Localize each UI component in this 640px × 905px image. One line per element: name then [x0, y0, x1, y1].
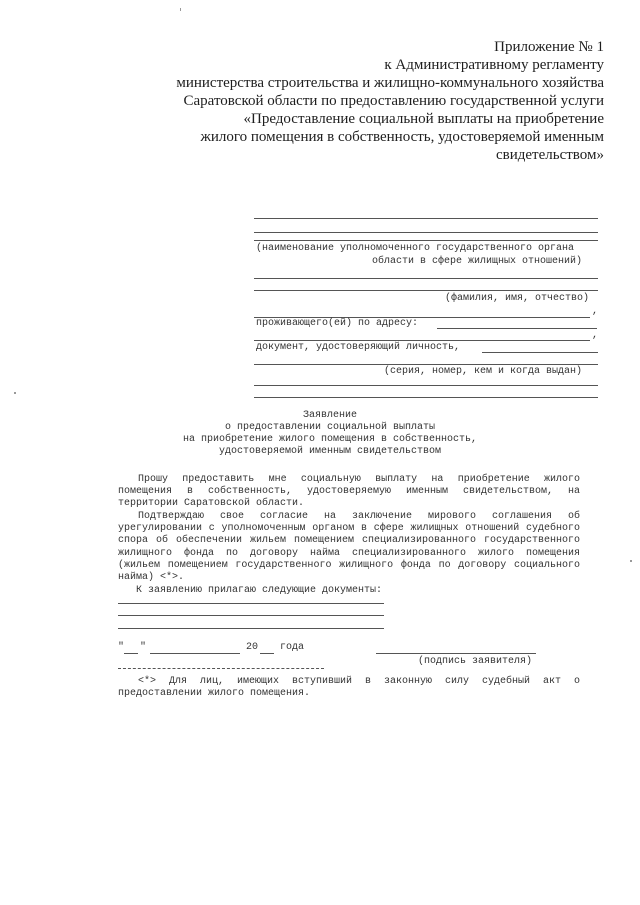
scan-speck [630, 560, 632, 562]
title-line: на приобретение жилого помещения в собственность, [182, 434, 478, 445]
header-line: министерства строительства и жилищно-коммунального хозяйства [176, 75, 604, 91]
comma: , [592, 306, 599, 317]
header-line: Приложение № 1 [494, 39, 604, 55]
document-field-1[interactable] [482, 352, 598, 353]
document-field-4[interactable] [254, 397, 598, 398]
signature-field[interactable] [376, 653, 536, 654]
appendix-header [134, 38, 604, 164]
header-line: свидетельством» [496, 147, 604, 163]
footnote-separator [118, 668, 324, 669]
attachment-line-3[interactable] [118, 628, 384, 629]
request-paragraph: Прошу предоставить мне социальную выплату на приобретение жилого помещения в собственность, удостоверяемую именным свидетельством, на территории Саратовской области. [118, 474, 580, 510]
date-open-quote: " [118, 642, 125, 653]
name-line-1[interactable] [254, 278, 598, 279]
scan-speck [180, 8, 181, 11]
address-field-2[interactable] [254, 340, 590, 341]
scan-speck [14, 392, 16, 394]
day-field[interactable] [124, 653, 138, 654]
year-prefix: 20 [246, 642, 259, 653]
name-caption: (фамилия, имя, отчество) [445, 293, 590, 304]
org-caption-2: области в сфере жилищных отношений) [372, 256, 583, 267]
month-field[interactable] [150, 653, 240, 654]
year-suffix: года [280, 642, 305, 653]
org-name-line-3[interactable] [254, 240, 598, 241]
header-line: к Административному регламенту [384, 57, 604, 73]
footnote-text: <*> Для лиц, имеющих вступивший в законную силу судебный акт о предоставлении жилого помещения. [118, 676, 580, 700]
document-caption: (серия, номер, кем и когда выдан) [384, 366, 583, 377]
title-line: удостоверяемой именным свидетельством [218, 446, 442, 457]
title-line: о предоставлении социальной выплаты [224, 422, 436, 433]
org-name-line-2[interactable] [254, 232, 598, 233]
org-caption-1: (наименование уполномоченного государственного органа [256, 243, 575, 254]
address-field-1[interactable] [437, 328, 597, 329]
comma-2: , [592, 330, 599, 341]
attachments-label: К заявлению прилагаю следующие документы: [136, 585, 383, 596]
name-line-2[interactable] [254, 290, 598, 291]
residing-label: проживающего(ей) по адресу: [256, 318, 419, 329]
header-line: жилого помещения в собственность, удостоверяемой именным [200, 129, 604, 145]
header-line: Саратовской области по предоставлению государственной услуги [183, 93, 604, 109]
header-line: «Предоставление социальной выплаты на приобретение [243, 111, 604, 127]
attachment-line-1[interactable] [118, 603, 384, 604]
year-field[interactable] [260, 653, 274, 654]
document-field-3[interactable] [254, 385, 598, 386]
statement-title [160, 410, 500, 458]
title-line: Заявление [302, 410, 357, 421]
date-close-quote: " [140, 642, 147, 653]
document-field-2[interactable] [254, 364, 598, 365]
attachment-line-2[interactable] [118, 615, 384, 616]
consent-paragraph: Подтверждаю свое согласие на заключение мирового соглашения об урегулировании с уполномоченным органом в сфере жилищных отношений судебного спора об обеспечении жильем помещением специализированного государственного жилищного фонда по договору найма специализированного жилого помещения (жильем помещением государственного жилищного фонда по договору социального найма) <*>. [118, 511, 580, 584]
document-label: документ, удостоверяющий личность, [256, 342, 461, 353]
org-name-line-1[interactable] [254, 218, 598, 219]
signature-caption: (подпись заявителя) [418, 656, 533, 667]
